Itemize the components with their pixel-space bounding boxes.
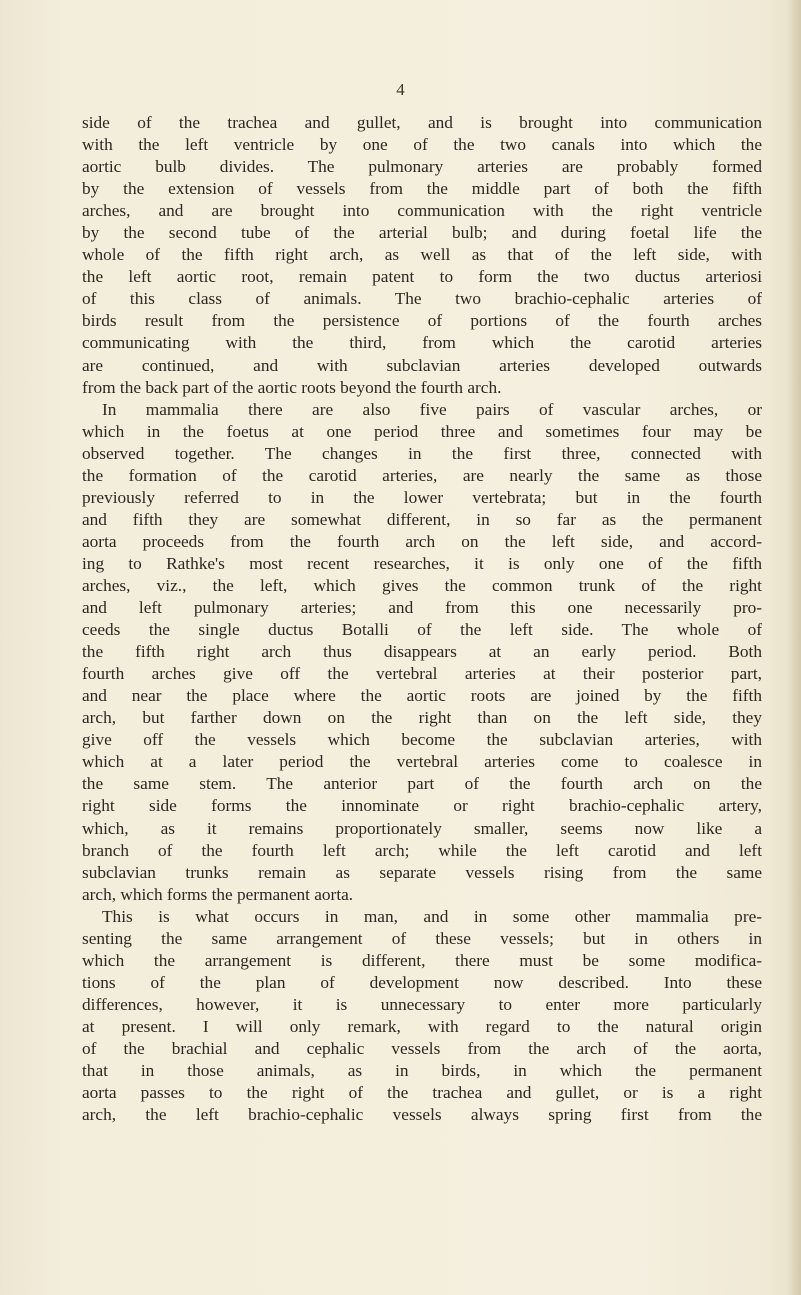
text-line: and fifth they are somewhat different, in so far as the permanent — [82, 509, 762, 529]
text-line: senting the same arrangement of these vessels; but in others in — [82, 928, 762, 948]
text-line: right side forms the innominate or right brachio-cephalic artery, — [82, 796, 762, 816]
text-line: of this class of animals. The two brachio-cephalic arteries of — [82, 289, 762, 309]
text-line: previously referred to in the lower vertebrata; but in the fourth — [82, 487, 762, 507]
text-line: and near the place where the aortic roots are joined by the fifth — [82, 686, 762, 706]
text-line: by the second tube of the arterial bulb; and during foetal life the — [82, 223, 762, 243]
text-line: give off the vessels which become the subclavian arteries, with — [82, 730, 762, 750]
text-line: observed together. The changes in the first three, connected with — [82, 443, 762, 463]
text-line: In mammalia there are also five pairs of vascular arches, or — [102, 399, 762, 419]
text-line: aortic bulb divides. The pulmonary arteries are probably formed — [82, 157, 762, 177]
text-line: ing to Rathke's most recent researches, it is only one of the fifth — [82, 553, 762, 573]
text-line: birds result from the persistence of portions of the fourth arches — [82, 311, 762, 331]
body-text — [82, 112, 762, 1126]
text-line: and left pulmonary arteries; and from this one necessarily pro- — [82, 598, 762, 618]
text-line: communicating with the third, from which the carotid arteries — [82, 333, 762, 353]
text-line: aorta proceeds from the fourth arch on the left side, and accord- — [82, 531, 762, 551]
text-line: which the arrangement is different, there must be some modifica- — [82, 950, 762, 970]
text-line: whole of the fifth right arch, as well as that of the left side, with — [82, 245, 762, 265]
page-number: 4 — [396, 80, 405, 99]
text-line: the left aortic root, remain patent to form the two ductus arteriosi — [82, 267, 762, 287]
text-line: arches, viz., the left, which gives the common trunk of the right — [82, 575, 762, 595]
text-line: branch of the fourth left arch; while the left carotid and left — [82, 840, 762, 860]
text-line: the fifth right arch thus disappears at an early period. Both — [82, 642, 762, 662]
page-edge-shadow — [787, 0, 801, 1295]
text-line: arch, but farther down on the right than on the left side, they — [82, 708, 762, 728]
text-line: from the back part of the aortic roots beyond the fourth arch. — [82, 377, 502, 397]
text-line: differences, however, it is unnecessary to enter more particularly — [82, 994, 762, 1014]
text-line: arch, the left brachio-cephalic vessels always spring first from the — [82, 1105, 762, 1125]
text-line: fourth arches give off the vertebral arteries at their posterior part, — [82, 664, 762, 684]
text-line: with the left ventricle by one of the two canals into which the — [82, 135, 762, 155]
text-line: ceeds the single ductus Botalli of the left side. The whole of — [82, 620, 762, 640]
text-line: the same stem. The anterior part of the fourth arch on the — [82, 774, 762, 794]
text-line: tions of the plan of development now described. Into these — [82, 972, 762, 992]
text-line: are continued, and with subclavian arteries developed outwards — [82, 355, 762, 375]
text-line: that in those animals, as in birds, in which the permanent — [82, 1061, 762, 1081]
text-line: aorta passes to the right of the trachea and gullet, or is a right — [82, 1083, 762, 1103]
text-line: subclavian trunks remain as separate vessels rising from the same — [82, 862, 762, 882]
text-line: of the brachial and cephalic vessels from the arch of the aorta, — [82, 1038, 762, 1058]
text-line: side of the trachea and gullet, and is brought into communication — [82, 113, 762, 132]
text-line: which at a later period the vertebral arteries come to coalesce in — [82, 752, 762, 772]
text-line: which, as it remains proportionately smaller, seems now like a — [82, 818, 762, 838]
text-line: arch, which forms the permanent aorta. — [82, 884, 354, 904]
text-line: the formation of the carotid arteries, are nearly the same as those — [82, 465, 762, 485]
text-line: This is what occurs in man, and in some other mammalia pre- — [102, 906, 762, 926]
text-line: at present. I will only remark, with regard to the natural origin — [82, 1016, 762, 1036]
text-line: arches, and are brought into communication with the right ventricle — [82, 201, 762, 221]
text-line: by the extension of vessels from the middle part of both the fifth — [82, 179, 762, 199]
text-line: which in the foetus at one period three and sometimes four may be — [82, 421, 762, 441]
